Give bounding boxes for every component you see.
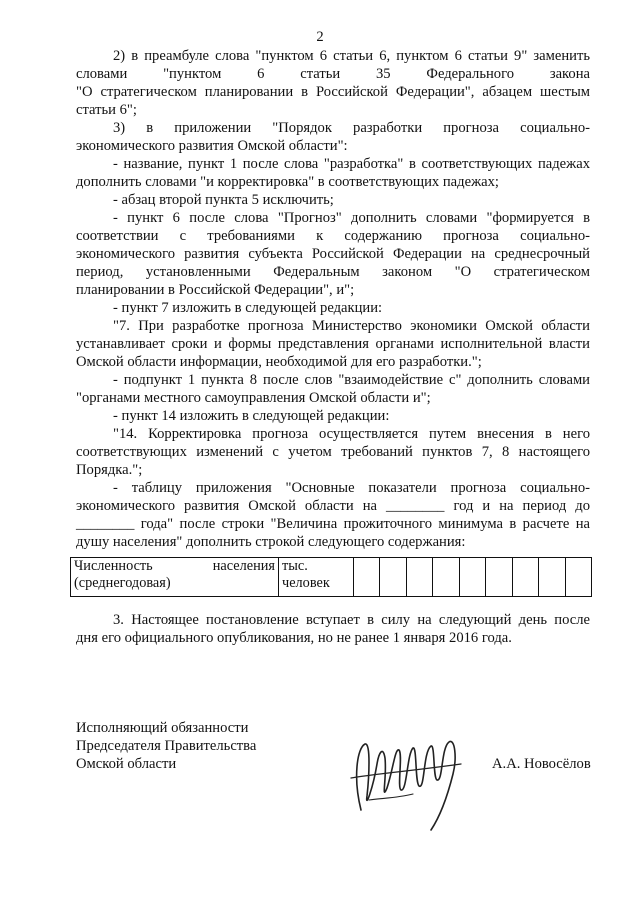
body-line: - абзац второй пункта 5 исключить; bbox=[113, 192, 334, 208]
final-line: 3. Настоящее постановление вступает в силу на следующий день после bbox=[113, 612, 590, 628]
body-line: - название, пункт 1 после слова "разработка" в соответствующих падежах bbox=[113, 156, 590, 172]
empty-cell bbox=[539, 558, 565, 597]
unit-word-1: тыс. bbox=[282, 558, 308, 574]
body-line: дополнить словами "и корректировка" в соответствующих падежах; bbox=[76, 174, 499, 190]
final-line: дня его официального опубликования, но не ранее 1 января 2016 года. bbox=[76, 630, 512, 646]
table-row bbox=[71, 558, 592, 597]
body-line: период, установленными Федеральным законом "О стратегическом bbox=[76, 264, 590, 280]
signer-position-1: Исполняющий обязанности bbox=[76, 720, 249, 736]
body-line: 3) в приложении "Порядок разработки прогноза социально- bbox=[113, 120, 590, 136]
body-line: - таблицу приложения "Основные показатели прогноза социально- bbox=[113, 480, 590, 496]
body-line: "О стратегическом планировании в Российской Федерации", абзацем шестым bbox=[76, 84, 590, 100]
signer-position-3: Омской области bbox=[76, 756, 177, 772]
empty-cell bbox=[380, 558, 406, 597]
body-line: "органами местного самоуправления Омской области и"; bbox=[76, 390, 431, 406]
body-line: Порядка."; bbox=[76, 462, 143, 478]
body-line: "7. При разработке прогноза Министерство экономики Омской области bbox=[113, 318, 590, 334]
body-line: статьи 6"; bbox=[76, 102, 137, 118]
body-line: Омской области информации, необходимой для его разработки."; bbox=[76, 354, 482, 370]
body-line: словами "пунктом 6 статьи 35 Федерального закона bbox=[76, 66, 590, 82]
body-line: 2) в преамбуле слова "пунктом 6 статьи 6, пунктом 6 статьи 9" заменить bbox=[113, 48, 590, 64]
body-line: "14. Корректировка прогноза осуществляется путем внесения в него bbox=[113, 426, 590, 442]
signer-position-2: Председателя Правительства bbox=[76, 738, 257, 754]
body-line: - подпункт 1 пункта 8 после слов "взаимодействие с" дополнить словами bbox=[113, 372, 590, 388]
empty-cell bbox=[459, 558, 485, 597]
body-line: соответствующих изменений с учетом требований пунктов 7, 8 настоящего bbox=[76, 444, 590, 460]
indicator-word-1: Численность bbox=[74, 558, 153, 574]
body-line: ________ года" после строки "Величина прожиточного минимума в расчете на bbox=[76, 516, 590, 532]
empty-cell bbox=[354, 558, 380, 597]
empty-cell bbox=[565, 558, 592, 597]
empty-cell bbox=[512, 558, 538, 597]
body-line: планировании в Российской Федерации", и"; bbox=[76, 282, 355, 298]
signer-name: А.А. Новосёлов bbox=[492, 756, 591, 772]
body-line: душу населения" дополнить строкой следующего содержания: bbox=[76, 534, 466, 550]
indicator-word-3: (среднегодовая) bbox=[74, 575, 171, 591]
body-line: соответствии с требованиями к содержанию прогноза социально- bbox=[76, 228, 590, 244]
page-number: 2 bbox=[316, 29, 324, 45]
body-line: экономического развития Омской области": bbox=[76, 138, 348, 154]
unit-word-2: человек bbox=[282, 575, 330, 591]
indicator-cell bbox=[71, 558, 279, 597]
indicator-word-2: населения bbox=[212, 558, 275, 574]
body-line: - пункт 7 изложить в следующей редакции: bbox=[113, 300, 383, 316]
empty-cell bbox=[486, 558, 512, 597]
empty-cell bbox=[433, 558, 459, 597]
body-line: экономического развития субъекта Российской Федерации на среднесрочный bbox=[76, 246, 590, 262]
empty-cell bbox=[406, 558, 432, 597]
body-line: - пункт 14 изложить в следующей редакции: bbox=[113, 408, 390, 424]
body-line: устанавливает сроки и формы представления органами исполнительной власти bbox=[76, 336, 590, 352]
handwritten-signature bbox=[343, 718, 493, 836]
indicator-table bbox=[70, 557, 592, 597]
body-line: - пункт 6 после слова "Прогноз" дополнить словами "формируется в bbox=[113, 210, 590, 226]
body-line: экономического развития Омской области на ________ год и на период до bbox=[76, 498, 590, 514]
unit-cell bbox=[279, 558, 354, 597]
